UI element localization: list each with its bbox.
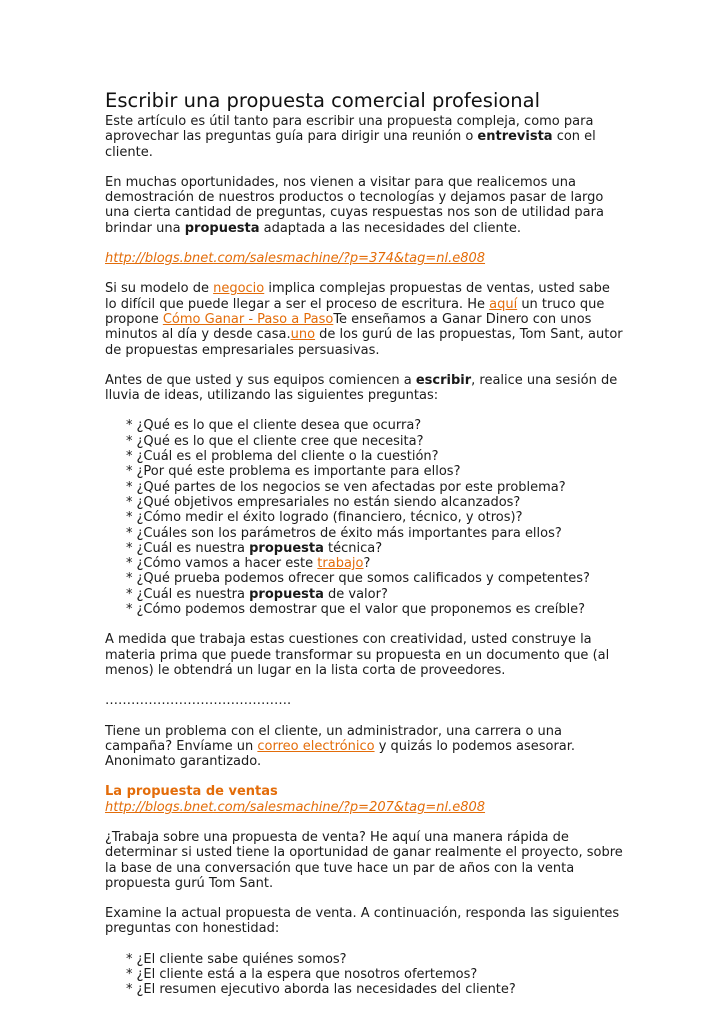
p4-text: Antes de que usted y sus equipos comiencen a xyxy=(105,372,416,388)
list-item xyxy=(126,571,625,586)
document-title: Escribir una propuesta comercial profesional xyxy=(105,89,541,112)
bullet-marker: * xyxy=(126,967,133,983)
bullet-marker: * xyxy=(126,540,133,556)
list-item xyxy=(126,495,625,510)
question-text: ¿Cómo podemos demostrar que el valor que proponemos es creíble? xyxy=(136,602,586,618)
p3-text-e: de los gurú de las propuestas, Tom Sant, autor de propuestas empresariales persuasivas. xyxy=(105,327,623,358)
paragraph-demonstrations xyxy=(105,175,625,236)
question-text: ¿Cómo vamos a hacer este xyxy=(136,556,318,572)
p3-text-c: un truco que propone xyxy=(105,296,605,327)
paragraph-brainstorm xyxy=(105,373,625,404)
source-url-1[interactable]: http://blogs.bnet.com/salesmachine/?p=374&tag=nl.e808 xyxy=(105,251,486,267)
list-item xyxy=(126,464,625,479)
question-text: ¿Cuál es nuestra xyxy=(136,540,250,556)
p3-text-a: Si su modelo de xyxy=(105,281,214,297)
question-text-end: técnica? xyxy=(323,540,383,556)
intro-bold-term: entrevista xyxy=(477,129,553,145)
question-text-end: de valor? xyxy=(323,586,388,602)
question-text: ¿Qué es lo que el cliente cree que necesita? xyxy=(136,433,424,449)
list-item xyxy=(126,418,625,433)
list-item xyxy=(126,967,625,982)
question-text: ¿El cliente sabe quiénes somos? xyxy=(136,951,347,967)
list-item xyxy=(126,952,625,967)
bullet-marker: * xyxy=(126,433,133,449)
p4-text-end: , realice una sesión de lluvia de ideas, utilizando las siguientes preguntas: xyxy=(105,372,618,404)
question-bold-term: propuesta xyxy=(249,586,324,602)
bullet-marker: * xyxy=(126,525,133,541)
p2-text-end: adaptada a las necesidades del cliente. xyxy=(259,220,522,236)
question-text: ¿Qué objetivos empresariales no están siendo alcanzados? xyxy=(136,494,521,510)
question-text: ¿Qué partes de los negocios se ven afectadas por este problema? xyxy=(136,479,566,495)
p6-text-end: y quizás lo podemos asesorar. Anonimato garantizado. xyxy=(105,738,576,770)
list-item xyxy=(126,982,625,997)
bullet-marker: * xyxy=(126,479,133,495)
bullet-marker: * xyxy=(126,464,133,480)
p3-text-d: Te enseñamos a Ganar Dinero con unos minutos al día y desde casa. xyxy=(105,311,592,343)
question-bold-term: propuesta xyxy=(249,540,324,556)
question-text: ¿El cliente está a la espera que nosotros ofertemos? xyxy=(136,967,478,983)
question-text: ¿Cuál es el problema del cliente o la cuestión? xyxy=(136,449,439,465)
bullet-marker: * xyxy=(126,510,133,526)
question-text: ¿Qué prueba podemos ofrecer que somos calificados y competentes? xyxy=(136,571,590,587)
section-subheading: La propuesta de ventas xyxy=(105,784,278,800)
paragraph-business-model xyxy=(105,281,625,357)
p3-text-b: implica complejas propuestas de ventas, usted sabe lo difícil que puede llegar a ser el proceso de escritura. He xyxy=(105,281,610,312)
question-text-end: ? xyxy=(363,556,371,572)
question-text: ¿Por qué este problema es importante para ellos? xyxy=(136,464,461,480)
brainstorm-questions-list xyxy=(105,418,625,617)
p4-bold-term: escribir xyxy=(415,372,472,388)
paragraph-examine: Examine la actual propuesta de venta. A continuación, responda las siguientes preguntas con honestidad: xyxy=(105,906,620,937)
intro-text-end: con el cliente. xyxy=(105,129,596,160)
link-correo-electronico[interactable]: correo electrónico xyxy=(257,738,375,754)
p6-text: Tiene un problema con el cliente, un administrador, una carrera o una campaña? Envíame un xyxy=(105,723,562,754)
paragraph-creativity: A medida que trabaja estas cuestiones con creatividad, usted construye la materia prima que puede transformar su propuesta en un documento que (al menos) le obtendrá un lugar en la lista corta de proveedores. xyxy=(105,632,610,678)
list-item xyxy=(126,602,625,617)
bullet-marker: * xyxy=(126,494,133,510)
list-item xyxy=(126,556,625,571)
question-text: ¿Cómo medir el éxito logrado (financiero, técnico, y otros)? xyxy=(136,510,523,526)
p2-bold-term: propuesta xyxy=(184,220,260,236)
source-url-2[interactable]: http://blogs.bnet.com/salesmachine/?p=207&tag=nl.e808 xyxy=(105,799,486,815)
paragraph-contact xyxy=(105,724,625,770)
intro-paragraph xyxy=(105,114,625,160)
bullet-marker: * xyxy=(126,418,133,434)
link-aqui[interactable]: aquí xyxy=(489,296,518,312)
list-item xyxy=(126,541,625,556)
question-text: ¿Cuál es nuestra xyxy=(136,586,250,602)
list-item xyxy=(126,449,625,464)
bullet-marker: * xyxy=(126,449,133,465)
list-item xyxy=(126,434,625,449)
question-text: ¿Qué es lo que el cliente desea que ocurra? xyxy=(136,418,422,434)
link-uno[interactable]: uno xyxy=(290,327,316,343)
list-item xyxy=(126,480,625,495)
question-text: ¿El resumen ejecutivo aborda las necesidades del cliente? xyxy=(136,982,516,998)
bullet-marker: * xyxy=(126,982,133,998)
document-page xyxy=(105,90,625,1013)
question-text: ¿Cuáles son los parámetros de éxito más importantes para ellos? xyxy=(136,525,562,541)
paragraph-sales-proposal: ¿Trabaja sobre una propuesta de venta? He aquí una manera rápida de determinar si usted tiene la oportunidad de ganar realmente el proyecto, sobre la base de una conversación que tuve hace un par de años con la venta propuesta gurú Tom Sant. xyxy=(105,829,623,891)
list-item xyxy=(126,587,625,602)
intro-text: Este artículo es útil tanto para escribir una propuesta compleja, como para aprovechar las preguntas guía para dirigir una reunión o xyxy=(105,114,594,145)
list-item xyxy=(126,510,625,525)
list-item xyxy=(126,526,625,541)
link-trabajo[interactable]: trabajo xyxy=(317,556,364,572)
p2-text: En muchas oportunidades, nos vienen a visitar para que realicemos una demostración de nuestros productos o tecnologías y dejamos pasar de largo una cierta cantidad de preguntas, cuyas respuestas nos son de utilidad para brindar una xyxy=(105,174,604,236)
separator-dots: ……………………………………. xyxy=(105,693,292,709)
honesty-questions-list xyxy=(105,952,625,998)
bullet-marker: * xyxy=(126,602,133,618)
bullet-marker: * xyxy=(126,951,133,967)
link-como-ganar[interactable]: Cómo Ganar - Paso a Paso xyxy=(162,311,334,327)
bullet-marker: * xyxy=(126,571,133,587)
bullet-marker: * xyxy=(126,556,133,572)
link-negocio[interactable]: negocio xyxy=(213,281,265,297)
bullet-marker: * xyxy=(126,586,133,602)
